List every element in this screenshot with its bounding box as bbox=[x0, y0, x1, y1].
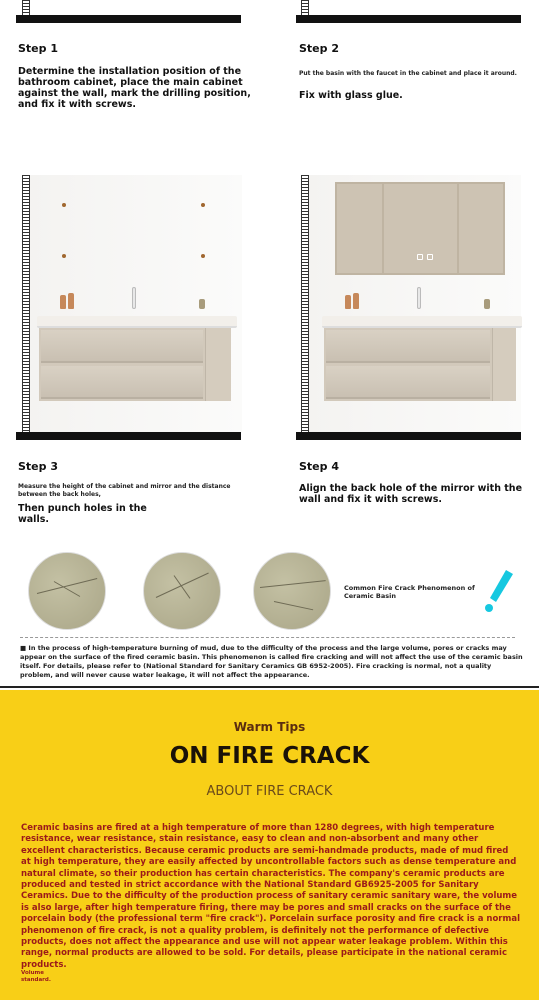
drill-mark bbox=[201, 203, 205, 207]
drill-mark bbox=[62, 203, 66, 207]
side-cabinet bbox=[205, 328, 231, 401]
plant-pot bbox=[484, 299, 490, 309]
warm-tips-kicker: Warm Tips bbox=[233, 720, 306, 734]
warm-tips-subhead: ABOUT FIRE CRACK bbox=[206, 784, 333, 799]
soap-bottle bbox=[68, 293, 74, 309]
crack-sample-image bbox=[28, 552, 106, 630]
mirror-touch-button bbox=[417, 254, 423, 260]
mirror-touch-button bbox=[427, 254, 433, 260]
floor-line bbox=[296, 15, 521, 23]
vanity-cabinet bbox=[39, 328, 205, 401]
dashed-divider bbox=[20, 637, 515, 638]
drawer bbox=[41, 366, 203, 399]
step-2-title: Step 2 bbox=[299, 42, 339, 55]
step-3-title: Step 3 bbox=[18, 460, 58, 473]
mirror-door-divider bbox=[382, 184, 384, 273]
soap-bottle bbox=[353, 293, 359, 309]
floor-line bbox=[16, 15, 241, 23]
mirror-door-divider bbox=[457, 184, 459, 273]
basin-countertop bbox=[322, 316, 522, 328]
step-1-text: Determine the installation position of the bathroom cabinet, place the main cabinet against the wall, mark the drilling position, and fix it with screws. bbox=[18, 66, 251, 110]
crack-sample-image bbox=[143, 552, 221, 630]
drill-mark bbox=[201, 254, 205, 258]
plant-pot bbox=[199, 299, 205, 309]
faucet bbox=[417, 287, 421, 309]
crack-line bbox=[156, 573, 209, 598]
step-3-small-text: Measure the height of the cabinet and mirror and the distance between the back holes, bbox=[18, 483, 231, 498]
vanity-cabinet bbox=[324, 328, 492, 401]
warm-tips-body: Ceramic basins are fired at a high temperature of more than 1280 degrees, with high temperature resistance, wear resistance, stain resistance, easy to clean and non-absorbent and many other excellent characteristics. Because ceramic products are semi-handmade products, made of mud fired at high temperature, they are easily affected by uncontrollable factors such as dense temperature and natural climate, so their production has certain characteristics. The company's ceramic products are produced and tested in strict accordance with the National Standard GB6925-2005 for Sanitary Ceramics. Due to the difficulty of the production process of sanitary ceramic sanitary ware, the volume is also large, after high temperature firing, there may be pores and small cracks on the surface of the porcelain body (the professional term "fire crack"). Porcelain surface porosity and fire crack is a normal phenomenon of fire crack, is not a quality problem, is definitely not the performance of defective products, does not affect the appearance and use will not appear water leakage problem. Within this range, normal products are allowed to be sold. For details, please participate in the national ceramic products. bbox=[21, 823, 520, 970]
crack-phenomenon-note: ■ In the process of high-temperature burning of mud, due to the difficulty of the process and the large volume, pores or cracks may appear on the surface of the fired ceramic basin. This phenomenon is called fire cracking and will not affect the use of the ceramic basin itself. For details, please refer to (National Standard for Sanitary Ceramics GB 6952-2005). Fire cracking is normal, not a quality problem, and will never cause water leakage, it will not affect the appearance. bbox=[20, 644, 523, 679]
step-2-small-text: Put the basin with the faucet in the cabinet and place it around. bbox=[299, 70, 517, 77]
step-1-title: Step 1 bbox=[18, 42, 58, 55]
soap-bottle bbox=[345, 295, 351, 309]
floor-line bbox=[16, 432, 241, 440]
drill-mark bbox=[62, 254, 66, 258]
faucet bbox=[132, 287, 136, 309]
drawer bbox=[41, 330, 203, 363]
wall-ruler bbox=[301, 175, 309, 435]
wall-ruler-top-right bbox=[301, 0, 309, 16]
section-divider bbox=[0, 686, 539, 688]
crack-line bbox=[260, 580, 326, 588]
step-4-text: Align the back hole of the mirror with the wall and fix it with screws. bbox=[299, 483, 523, 505]
side-cabinet bbox=[492, 328, 516, 401]
exclamation-icon bbox=[480, 568, 520, 614]
step-3-text: Then punch holes in the walls. bbox=[18, 503, 147, 525]
crack-line bbox=[274, 601, 313, 610]
mirror-cabinet bbox=[335, 182, 505, 275]
crack-sample-image bbox=[253, 552, 331, 630]
wall-ruler bbox=[22, 175, 30, 435]
wall-ruler-top-left bbox=[22, 0, 30, 16]
floor-line bbox=[296, 432, 521, 440]
drawer bbox=[326, 330, 490, 363]
warm-tips-headline: ON FIRE CRACK bbox=[169, 743, 370, 769]
crack-phenomenon-label: Common Fire Crack Phenomenon of Ceramic Basin bbox=[344, 584, 475, 600]
crack-line bbox=[37, 578, 97, 594]
step-2-text: Fix with glass glue. bbox=[299, 90, 403, 101]
warm-tips-footnote: Volume standard. bbox=[21, 970, 51, 983]
drawer bbox=[326, 366, 490, 399]
step-4-title: Step 4 bbox=[299, 460, 339, 473]
soap-bottle bbox=[60, 295, 66, 309]
basin-countertop bbox=[37, 316, 237, 328]
